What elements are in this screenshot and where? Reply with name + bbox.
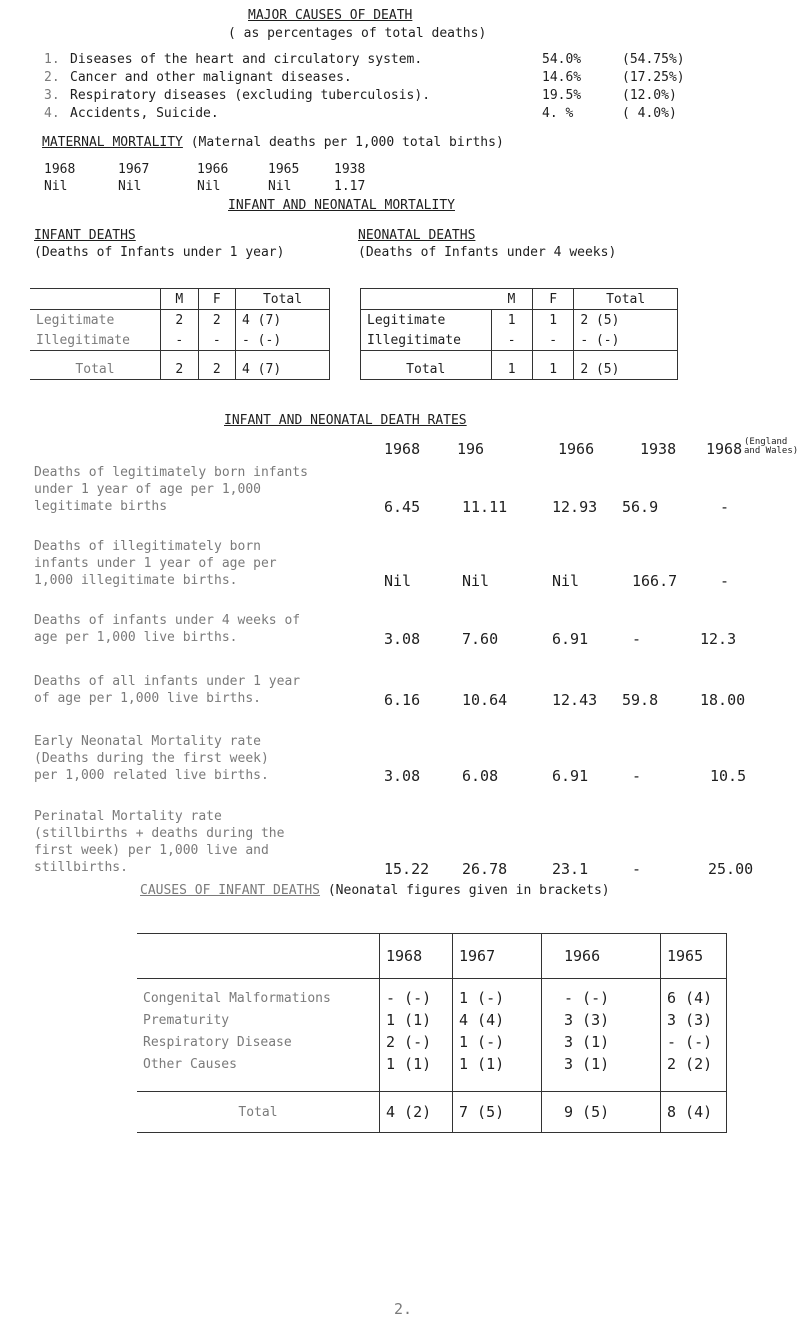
rate-value: 12.43 [552,691,598,709]
table-cell: - (-) [574,330,678,351]
table-cell: 9 (5) [542,1092,661,1133]
row-label: Prematurity [143,1012,230,1028]
cause-label: Accidents, Suicide. [70,106,219,121]
table-total-row [361,351,678,380]
table-cell: 1 (1) [453,1053,542,1092]
table-row [30,330,330,351]
neonatal-deaths-table [360,288,678,380]
table-cell: 4 (2) [380,1092,453,1133]
rate-value: 18.00 [700,691,746,709]
table-cell: 3 (1) [542,1031,661,1053]
neonatal-deaths-note: (Deaths of Infants under 4 weeks) [358,245,617,260]
infant-deaths-heading: INFANT DEATHS [34,228,136,243]
column-header: M [491,289,532,310]
rates-heading: INFANT AND NEONATAL DEATH RATES [224,413,467,428]
cause-number: 4. [44,106,60,121]
rates-row-label [34,808,284,876]
label-line: of age per 1,000 live births. [34,691,261,706]
maternal-note: (Maternal deaths per 1,000 total births) [182,135,504,150]
rate-value: - [632,630,642,648]
label-line: (Deaths during the first week) [34,751,269,766]
row-label: Legitimate [30,310,161,331]
label-line: Early Neonatal Mortality rate [34,734,261,749]
label-line: Deaths of legitimately born infants [34,465,308,480]
table-cell: - [161,330,199,351]
table-cell: - (-) [661,1031,727,1053]
table-cell: 4 (4) [453,1009,542,1031]
table-header-row [137,934,727,979]
causes-infant-table [137,933,727,1133]
table-cell: 1 [532,310,573,331]
table-cell: 4 (7) [236,310,330,331]
cause-pct-prev: ( 4.0%) [622,106,677,121]
label-line: Deaths of infants under 4 weeks of [34,613,301,628]
row-label: Legitimate [361,310,492,331]
label-line: first week) per 1,000 live and [34,843,269,858]
label-line: (stillbirths + deaths during the [34,826,285,841]
causes-infant-heading: CAUSES OF INFANT DEATHS [140,883,321,898]
causes-subtitle: ( as percentages of total deaths) [228,26,487,41]
table-cell: 2 [161,310,199,331]
table-cell: 2 (2) [661,1053,727,1092]
table-cell: - (-) [380,979,453,1010]
table-row [137,1053,727,1092]
causes-infant-heading-line [140,883,610,898]
cause-label: Diseases of the heart and circulatory system. [70,52,423,67]
row-label: Total [30,351,161,380]
rate-value: 15.22 [384,860,430,878]
page-number: 2. [394,1300,413,1318]
table-row [137,979,727,1010]
table-cell: 8 (4) [661,1092,727,1133]
table-cell: 1 (-) [453,1031,542,1053]
maternal-year: 1965 [268,162,300,177]
rate-value: 6.91 [552,630,589,648]
causes-infant-note: (Neonatal figures given in brackets) [320,883,610,898]
cause-pct-1968: 14.6% [542,70,582,85]
rate-value: 6.08 [462,767,499,785]
rate-value: - [632,860,642,878]
maternal-value: 1.17 [334,179,366,194]
rates-col-header: 1966 [558,440,595,458]
table-row [361,310,678,331]
rates-col-header: 1968 [706,440,743,458]
infant-deaths-note: (Deaths of Infants under 1 year) [34,245,285,260]
cause-label: Cancer and other malignant diseases. [70,70,352,85]
label-line: age per 1,000 live births. [34,630,238,645]
rate-value: Nil [462,572,490,590]
maternal-value: Nil [44,179,68,194]
table-cell: 1 [491,351,532,380]
column-header: Total [574,289,678,310]
row-label: Total [137,1092,380,1133]
table-cell: 7 (5) [453,1092,542,1133]
label-line: infants under 1 year of age per [34,556,277,571]
table-cell: - (-) [236,330,330,351]
table-row [137,1031,727,1053]
causes-title: MAJOR CAUSES OF DEATH [248,8,413,23]
table-row [137,1009,727,1031]
rate-value: 11.11 [462,498,508,516]
table-cell: - [491,330,532,351]
label-line: Deaths of illegitimately born [34,539,261,554]
rates-row-label [34,538,277,589]
table-row [361,330,678,351]
rates-row-label [34,733,269,784]
cause-pct-1968: 4. % [542,106,574,121]
rate-value: 23.1 [552,860,589,878]
maternal-year: 1968 [44,162,76,177]
wales-label: and Wales) [744,446,799,456]
column-header: M [161,289,199,310]
column-header: 1968 [380,934,453,979]
rates-col-header: 196 [457,440,485,458]
rate-value: 12.93 [552,498,598,516]
table-cell: 2 [161,351,199,380]
rate-value: 26.78 [462,860,508,878]
rates-col-header: 1968 [384,440,421,458]
label-line: under 1 year of age per 1,000 [34,482,261,497]
rate-value: 166.7 [632,572,678,590]
column-header: 1967 [453,934,542,979]
table-cell: 1 [532,351,573,380]
table-cell: 1 [491,310,532,331]
table-cell: 3 (3) [542,1009,661,1031]
table-cell: 3 (1) [542,1053,661,1092]
column-header: F [198,289,236,310]
table-cell: 2 [198,310,236,331]
cause-pct-1968: 19.5% [542,88,582,103]
table-row [30,310,330,331]
maternal-heading: MATERNAL MORTALITY [42,135,183,150]
row-label: Respiratory Disease [143,1034,292,1050]
maternal-year: 1938 [334,162,366,177]
label-line: 1,000 illegitimate births. [34,573,238,588]
rate-value: 6.45 [384,498,421,516]
rates-col-header: 1938 [640,440,677,458]
row-label: Illegitimate [36,332,130,348]
neonatal-deaths-heading: NEONATAL DEATHS [358,228,476,243]
rates-row-label [34,464,308,515]
rate-value: 7.60 [462,630,499,648]
rates-row-label [34,673,300,707]
rate-value: Nil [552,572,580,590]
maternal-value: Nil [118,179,142,194]
row-label: Other Causes [143,1056,237,1072]
maternal-year: 1966 [197,162,229,177]
row-label: Congenital Malformations [143,990,331,1006]
rate-value: 6.16 [384,691,421,709]
rate-value: Nil [384,572,412,590]
maternal-value: Nil [268,179,292,194]
rate-value: - [632,767,642,785]
cause-number: 3. [44,88,60,103]
table-total-row [30,351,330,380]
cause-number: 2. [44,70,60,85]
label-line: legitimate births [34,499,168,514]
table-cell: 1 (-) [453,979,542,1010]
cause-number: 1. [44,52,60,67]
column-header: F [532,289,573,310]
england-label: (England [744,437,788,447]
label-line: Deaths of all infants under 1 year [34,674,301,689]
row-label: Total [361,351,492,380]
table-header-row [30,289,330,310]
table-cell: - [532,330,573,351]
table-header-row [361,289,678,310]
label-line: per 1,000 related live births. [34,768,269,783]
table-cell: 2 (5) [574,351,678,380]
infant-neonatal-heading: INFANT AND NEONATAL MORTALITY [228,198,455,213]
rate-value: - [720,572,730,590]
cause-pct-1968: 54.0% [542,52,582,67]
table-cell: 1 (1) [380,1009,453,1031]
label-line: stillbirths. [34,860,128,875]
maternal-year: 1967 [118,162,150,177]
column-header: 1965 [661,934,727,979]
column-header: Total [236,289,330,310]
table-cell: 1 (1) [380,1053,453,1092]
maternal-value: Nil [197,179,221,194]
rate-value: 25.00 [708,860,754,878]
rate-value: 10.64 [462,691,508,709]
rate-value: 3.08 [384,630,421,648]
rate-value: - [720,498,730,516]
england-wales-label [744,438,798,456]
rate-value: 3.08 [384,767,421,785]
rate-value: 59.8 [622,691,659,709]
table-cell: - (-) [542,979,661,1010]
table-cell: 3 (3) [661,1009,727,1031]
infant-deaths-table [30,288,330,380]
table-cell: 2 [198,351,236,380]
rate-value: 6.91 [552,767,589,785]
rate-value: 10.5 [710,767,747,785]
table-total-row [137,1092,727,1133]
table-cell: 2 (-) [380,1031,453,1053]
table-cell: 4 (7) [236,351,330,380]
table-cell: 2 (5) [574,310,678,331]
cause-label: Respiratory diseases (excluding tuberculosis). [70,88,431,103]
table-cell: 6 (4) [661,979,727,1010]
rate-value: 12.3 [700,630,737,648]
row-label: Illegitimate [361,330,492,351]
label-line: Perinatal Mortality rate [34,809,222,824]
rates-row-label [34,612,300,646]
table-cell: - [198,330,236,351]
column-header: 1966 [542,934,661,979]
cause-pct-prev: (17.25%) [622,70,685,85]
rate-value: 56.9 [622,498,659,516]
maternal-heading-line [42,135,504,150]
cause-pct-prev: (54.75%) [622,52,685,67]
cause-pct-prev: (12.0%) [622,88,677,103]
